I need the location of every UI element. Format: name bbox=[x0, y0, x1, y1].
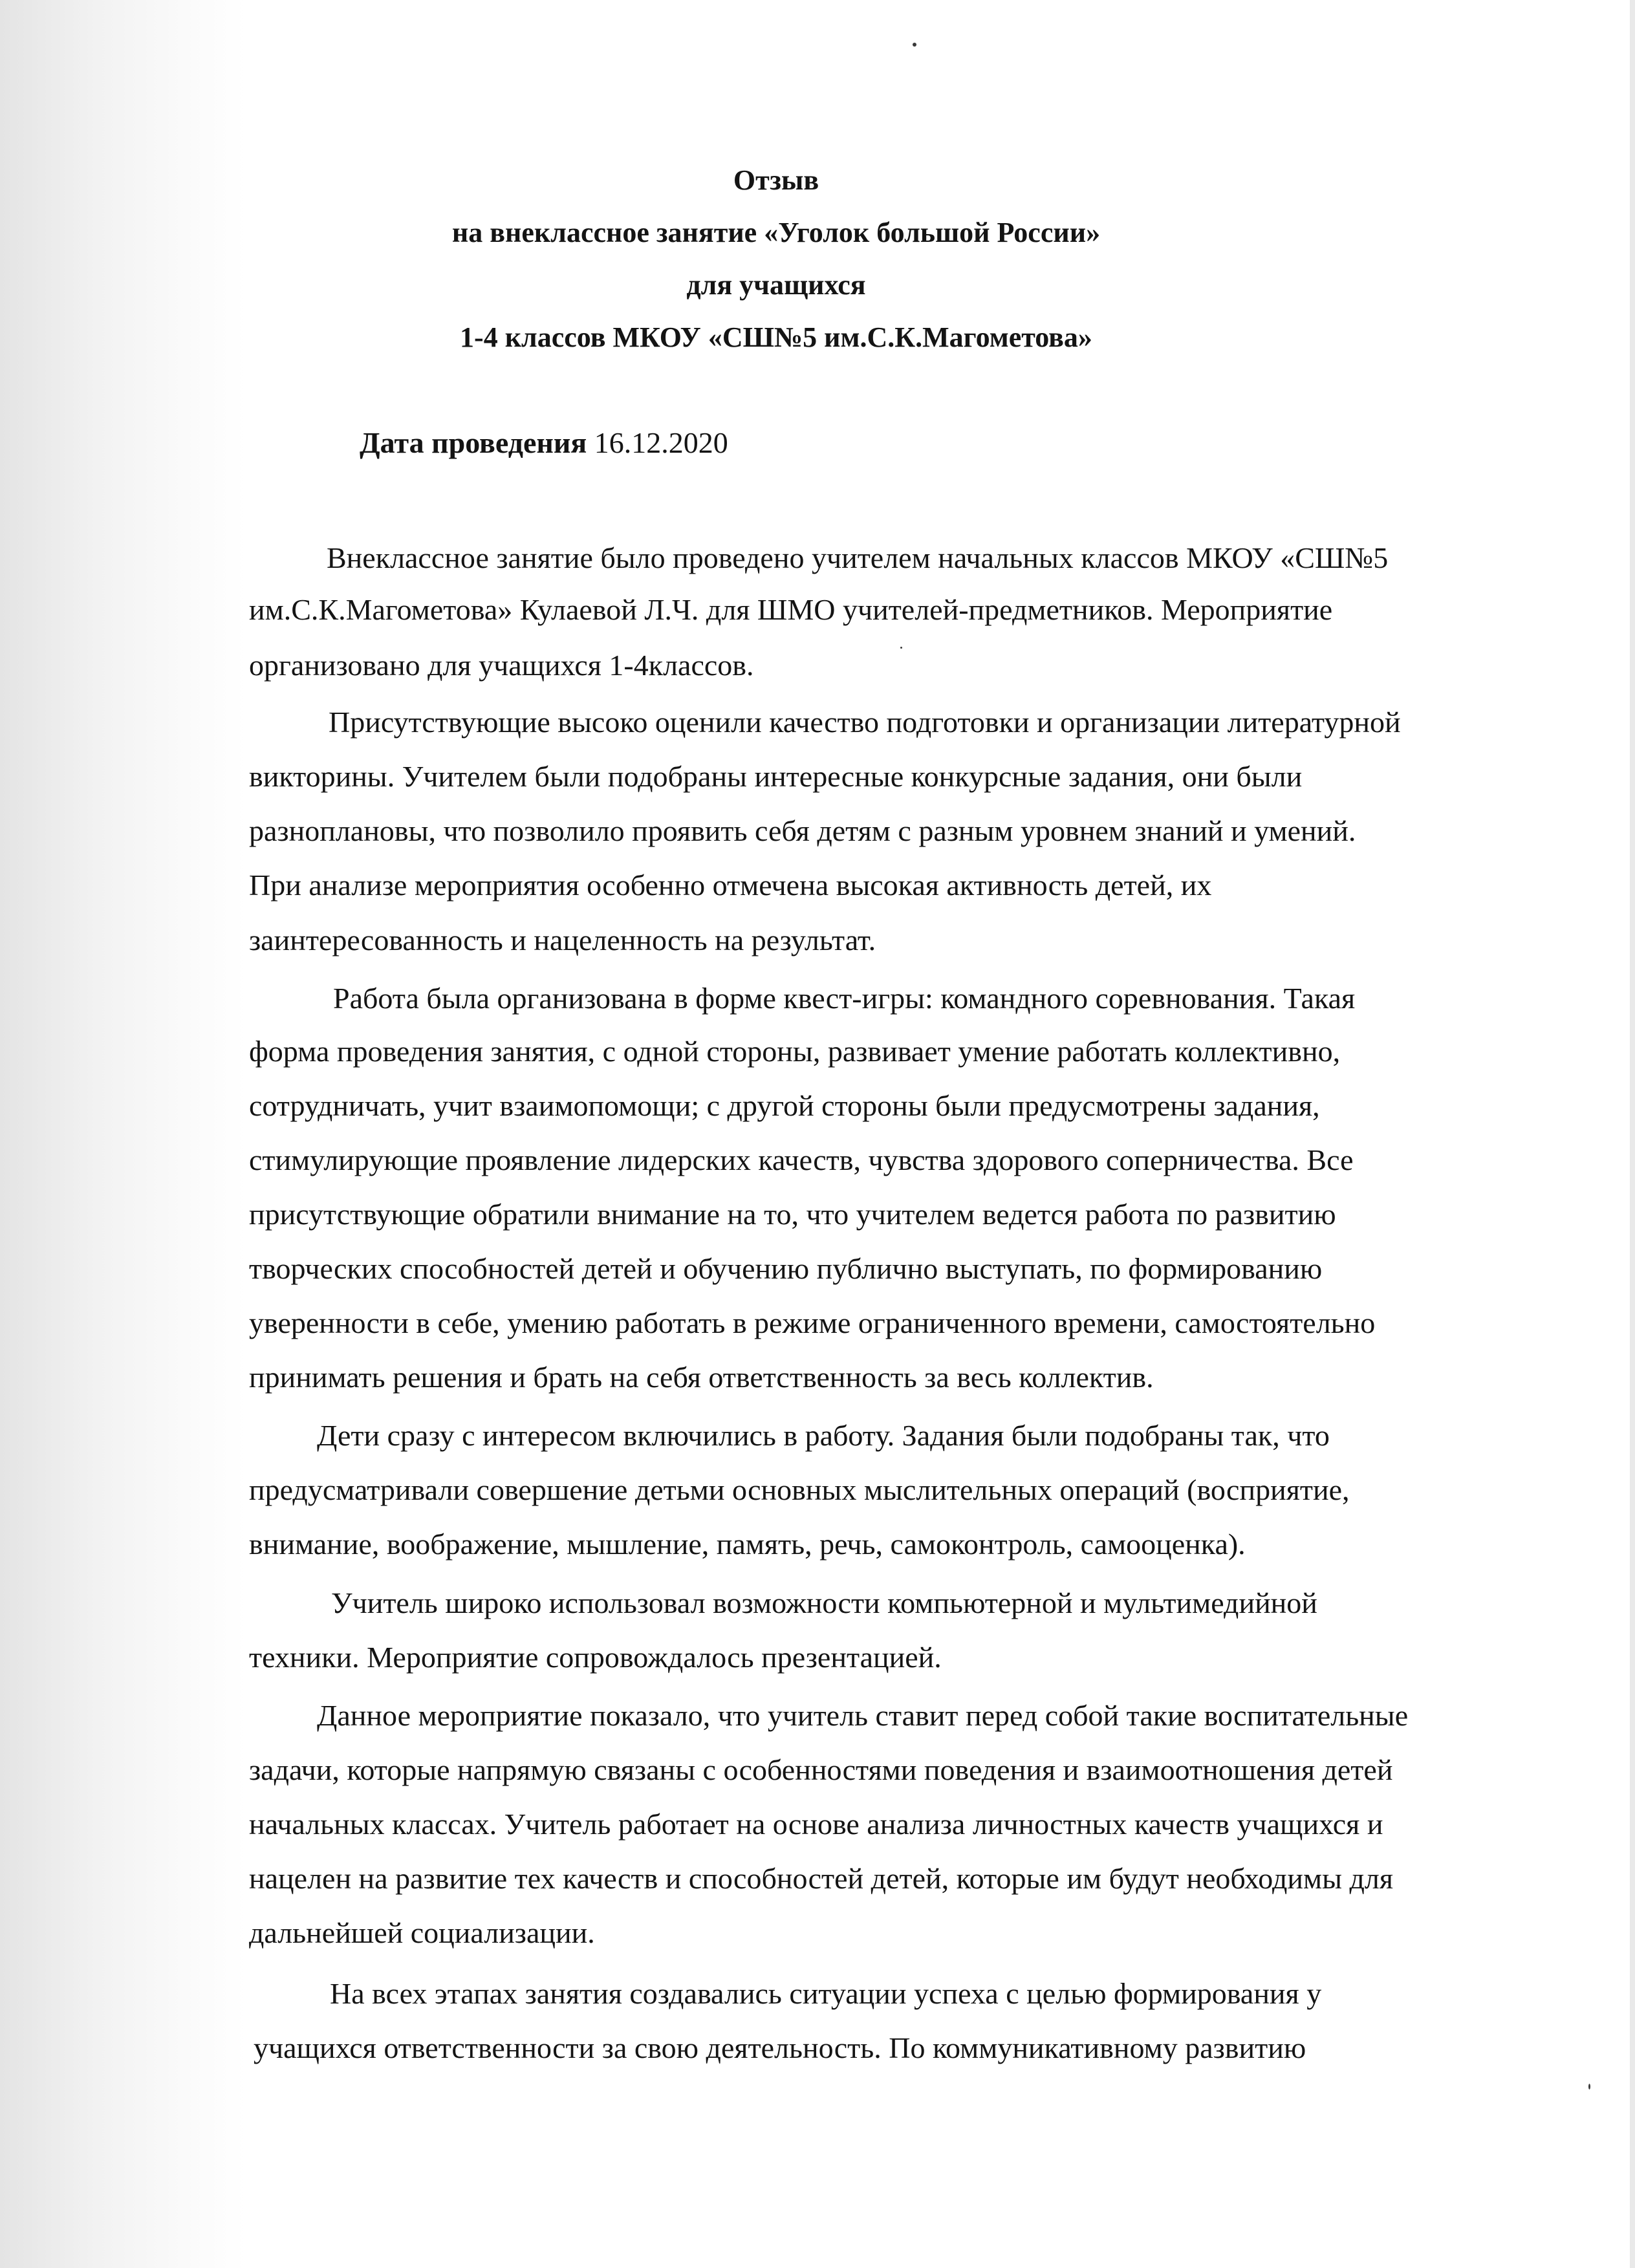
text-line: форма проведения занятия, с одной стороны, развивает умение работать коллективно, bbox=[249, 1035, 1341, 1068]
text-line: присутствующие обратили внимание на то, что учителем ведется работа по развитию bbox=[249, 1198, 1336, 1231]
text-line: принимать решения и брать на себя ответственность за весь коллектив. bbox=[249, 1361, 1154, 1394]
text-line: нацелен на развитие тех качеств и способностей детей, которые им будут необходимы для bbox=[249, 1862, 1394, 1895]
title-line: для учащихся bbox=[686, 269, 866, 301]
text-line: Присутствующие высоко оценили качество подготовки и организации литературной bbox=[329, 706, 1401, 739]
title-line: на внеклассное занятие «Уголок большой России» bbox=[451, 217, 1101, 248]
text-line: начальных классах. Учитель работает на основе анализа личностных качеств учащихся и bbox=[249, 1808, 1383, 1841]
text-line: На всех этапах занятия создавались ситуации успеха с целью формирования у bbox=[330, 1977, 1322, 2010]
date-value: 16.12.2020 bbox=[594, 426, 728, 459]
date-label: Дата проведения bbox=[360, 426, 587, 459]
text-line: учащихся ответственности за свою деятельность. По коммуникативному развитию bbox=[254, 2031, 1306, 2064]
text-line: сотрудничать, учит взаимопомощи; с другой стороны были предусмотрены задания, bbox=[249, 1089, 1320, 1122]
text-line: творческих способностей детей и обучению публично выступать, по формированию bbox=[249, 1252, 1323, 1285]
text-line: При анализе мероприятия особенно отмечена высокая активность детей, их bbox=[249, 869, 1212, 902]
text-line: задачи, которые напрямую связаны с особенностями поведения и взаимоотношения детей bbox=[249, 1753, 1393, 1786]
text-line: уверенности в себе, умению работать в режиме ограниченного времени, самостоятельно bbox=[249, 1306, 1376, 1339]
scan-speck bbox=[900, 647, 902, 649]
text-line: Данное мероприятие показало, что учитель ставит перед собой такие воспитательные bbox=[317, 1699, 1409, 1732]
text-line: предусматривали совершение детьми основных мыслительных операций (восприятие, bbox=[249, 1473, 1350, 1506]
title-line: 1-4 классов МКОУ «СШ№5 им.С.К.Магометова» bbox=[460, 321, 1092, 353]
document-title bbox=[246, 154, 1306, 363]
text-line: техники. Мероприятие сопровождалось презентацией. bbox=[249, 1641, 942, 1674]
text-line: им.С.К.Магометова» Кулаевой Л.Ч. для ШМО учителей-предметников. Мероприятие bbox=[249, 593, 1333, 626]
scan-speck bbox=[913, 43, 916, 47]
scan-speck bbox=[1588, 2084, 1590, 2090]
text-line: заинтересованность и нацеленность на результат. bbox=[249, 923, 876, 956]
text-line: Внеклассное занятие было проведено учителем начальных классов МКОУ «СШ№5 bbox=[327, 541, 1389, 574]
text-line: дальнейшей социализации. bbox=[249, 1916, 595, 1949]
event-date bbox=[360, 420, 728, 466]
text-line: разноплановы, что позволило проявить себя детям с разным уровнем знаний и умений. bbox=[249, 814, 1356, 847]
text-line: Работа была организована в форме квест-игры: командного соревнования. Такая bbox=[333, 982, 1356, 1015]
text-line: Учитель широко использовал возможности компьютерной и мультимедийной bbox=[331, 1586, 1317, 1619]
text-line: викторины. Учителем были подобраны интересные конкурсные задания, они были bbox=[249, 760, 1303, 793]
text-line: стимулирующие проявление лидерских качеств, чувства здорового соперничества. Все bbox=[249, 1143, 1354, 1176]
text-line: внимание, воображение, мышление, память, речь, самоконтроль, самооценка). bbox=[249, 1528, 1246, 1561]
text-line: организовано для учащихся 1-4классов. bbox=[249, 649, 754, 682]
text-line: Дети сразу с интересом включились в работу. Задания были подобраны так, что bbox=[317, 1419, 1330, 1452]
title-line: Отзыв bbox=[733, 164, 819, 196]
